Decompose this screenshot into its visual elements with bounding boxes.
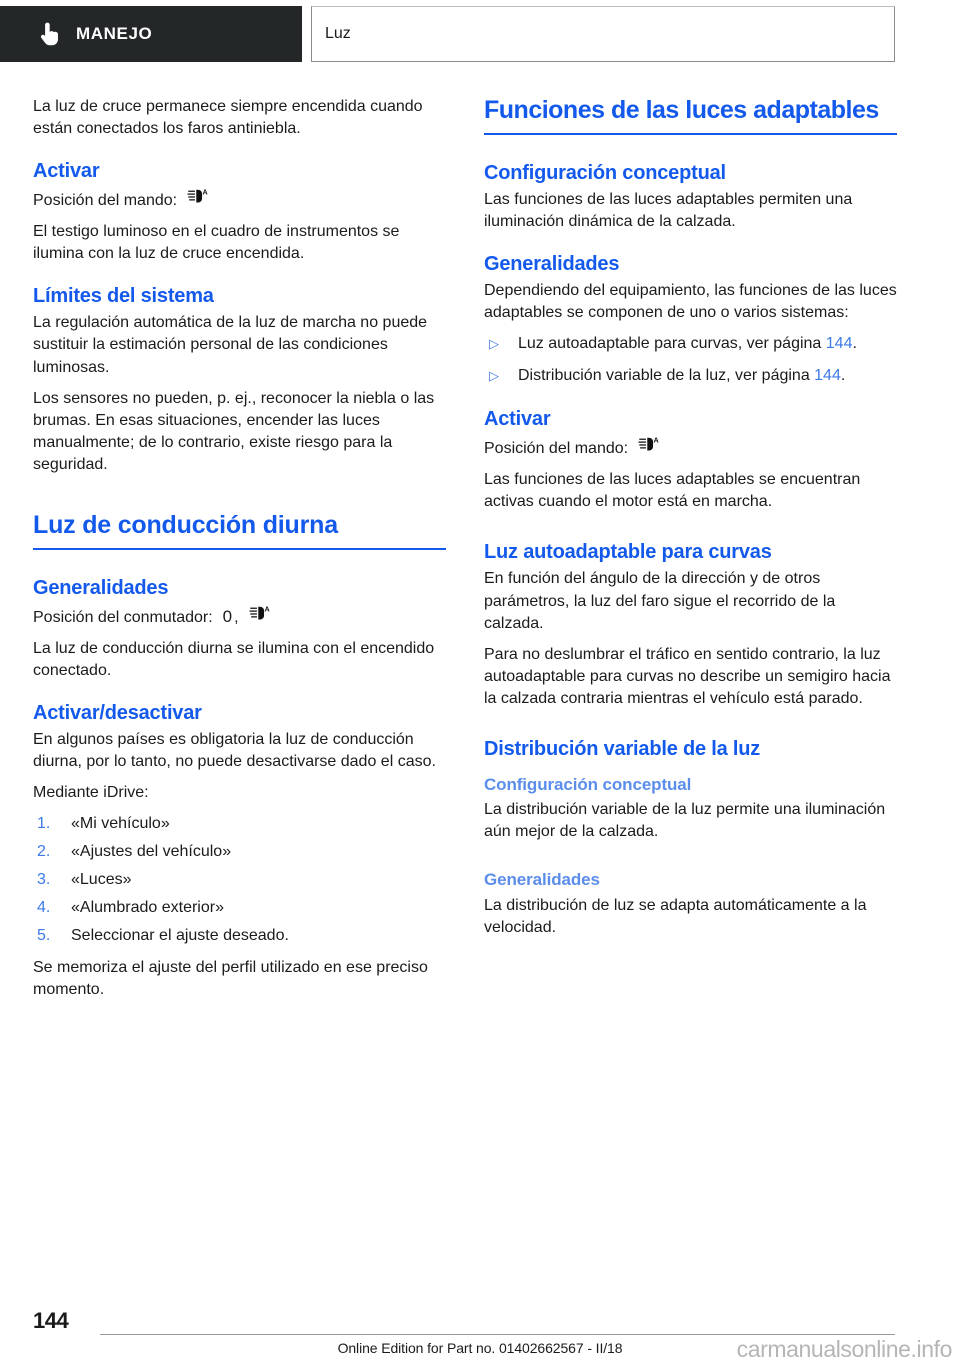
topic-label: Luz: [325, 25, 351, 42]
bullet-text: Distribución variable de la luz, ver página: [518, 367, 815, 385]
step-number: 3.: [37, 871, 51, 889]
step-number: 5.: [37, 927, 51, 945]
step-text: «Ajustes del vehículo»: [71, 843, 232, 861]
page-number: 144: [33, 1308, 69, 1333]
svg-text:A: A: [202, 187, 208, 197]
list-item: [33, 813, 446, 835]
activar-desactivar-paragraph-3: Se memoriza el ajuste del perfil utilizado en ese preciso momento.: [33, 958, 428, 998]
limites-paragraph-1: La regulación automática de la luz de marcha no puede sustituir la estimación personal de las condiciones luminosas.: [33, 314, 428, 376]
bullet-text-tail: .: [852, 335, 857, 353]
heading-configuracion-conceptual-funciones: Configuración conceptual: [484, 161, 726, 184]
page-reference[interactable]: 144: [814, 367, 841, 385]
switch-position-activar: [33, 187, 446, 212]
heading-activar-funciones: Activar: [484, 408, 551, 431]
heading-distribucion-variable: Distribución variable de la luz: [484, 737, 761, 760]
heading-generalidades-funciones: Generalidades: [484, 252, 620, 275]
auto-headlight-icon: [638, 435, 660, 453]
position-label: Posición del conmutador:: [33, 608, 213, 626]
heading-luz-autoadaptable-curvas: Luz autoadaptable para curvas: [484, 541, 772, 564]
funciones-activar-paragraph: Las funciones de las luces adaptables se encuentran activas cuando el motor está en marcha.: [484, 471, 861, 511]
step-text: «Mi vehículo»: [71, 815, 170, 833]
heading-limites: Límites del sistema: [33, 285, 214, 308]
generalidades-diurna-paragraph: La luz de conducción diurna se ilumina con el encendido conectado.: [33, 639, 435, 679]
switch-position-funciones: [484, 435, 897, 460]
chapter-tab[interactable]: [0, 6, 302, 62]
distribucion-generalidades-paragraph: La distribución de luz se adapta automáticamente a la velocidad.: [484, 896, 867, 936]
step-text: «Alumbrado exterior»: [71, 899, 224, 917]
bullet-text: Luz autoadaptable para curvas, ver página: [518, 335, 826, 353]
triangle-bullet-icon: ▷: [489, 336, 499, 352]
heading-activar: Activar: [33, 160, 100, 183]
switch-position-diurna: [33, 604, 446, 629]
pointing-hand-icon: [40, 22, 60, 46]
edition-note: Online Edition for Part no. 01402662567 - II/18: [337, 1340, 623, 1356]
right-column: [484, 96, 897, 948]
chapter-label: MANEJO: [76, 24, 153, 43]
title-funciones-luces-adaptables: Funciones de las luces adaptables: [484, 96, 897, 135]
heading-generalidades-distribucion: Generalidades: [484, 870, 600, 890]
footer-divider: [100, 1334, 895, 1335]
luz-curvas-paragraph-2: Para no deslumbrar el tráfico en sentido contrario, la luz autoadaptable para curvas no describe un semigiro hacia la calzada contraria mientras el vehículo está parado.: [484, 645, 891, 707]
list-item: [33, 869, 446, 891]
topic-tab[interactable]: [311, 6, 895, 62]
idrive-steps-list: [33, 813, 446, 947]
step-text: «Luces»: [71, 871, 132, 889]
distribucion-config-paragraph: La distribución variable de la luz permite una iluminación aún mejor de la calzada.: [484, 801, 886, 841]
list-item: [33, 897, 446, 919]
title-luz-diurna: Luz de conducción diurna: [33, 511, 446, 550]
bullet-text-tail: .: [840, 367, 846, 385]
list-item: [33, 841, 446, 863]
step-number: 1.: [37, 815, 51, 833]
limites-paragraph-2: Los sensores no pueden, p. ej., reconocer la niebla o las brumas. En esas situaciones, encender las luces manualmente; de lo contrario, existe riesgo para la seguridad.: [33, 389, 435, 473]
step-number: 4.: [37, 899, 51, 917]
heading-configuracion-conceptual-distribucion: Configuración conceptual: [484, 774, 692, 794]
triangle-bullet-icon: ▷: [489, 368, 499, 384]
activar-desactivar-paragraph-2: Mediante iDrive:: [33, 784, 149, 802]
position-label: Posición del mando:: [484, 440, 629, 458]
list-item: [484, 365, 897, 387]
heading-activar-desactivar: Activar/desactivar: [33, 701, 202, 724]
funciones-config-paragraph: Las funciones de las luces adaptables permiten una iluminación dinámica de la calzada.: [484, 190, 853, 230]
heading-generalidades-diurna: Generalidades: [33, 576, 169, 599]
activar-desactivar-paragraph-1: En algunos países es obligatoria la luz de conducción diurna, por lo tanto, no puede desactivarse dado el caso.: [33, 730, 436, 770]
intro-paragraph: La luz de cruce permanece siempre encendida cuando están conectados los faros antiniebla.: [33, 98, 423, 138]
position-label: Posición del mando:: [33, 192, 178, 210]
page-reference[interactable]: 144: [825, 335, 853, 353]
luz-curvas-paragraph-1: En función del ángulo de la dirección y de otros parámetros, la luz del faro sigue el recorrido de la calzada.: [484, 570, 836, 632]
watermark: carmanualsonline.info: [736, 1336, 952, 1362]
step-text: Seleccionar el ajuste deseado.: [71, 927, 289, 945]
page-footer: [0, 1296, 960, 1362]
svg-text:A: A: [653, 435, 659, 445]
sistemas-bullet-list: [484, 333, 897, 387]
auto-headlight-icon: [187, 187, 209, 205]
list-item: [33, 925, 446, 947]
list-item: [484, 333, 897, 355]
left-column: [33, 96, 446, 1010]
activar-paragraph: El testigo luminoso en el cuadro de instrumentos se ilumina con la luz de cruce encendida.: [33, 223, 400, 263]
page-header: [0, 6, 960, 62]
switch-position-zero-glyph: 0: [222, 606, 233, 626]
auto-headlight-icon: [249, 604, 271, 622]
svg-text:A: A: [264, 604, 270, 614]
funciones-generalidades-paragraph: Dependiendo del equipamiento, las funciones de las luces adaptables se componen de uno o varios sistemas:: [484, 281, 897, 321]
step-number: 2.: [37, 843, 51, 861]
position-separator: ,: [234, 608, 239, 626]
